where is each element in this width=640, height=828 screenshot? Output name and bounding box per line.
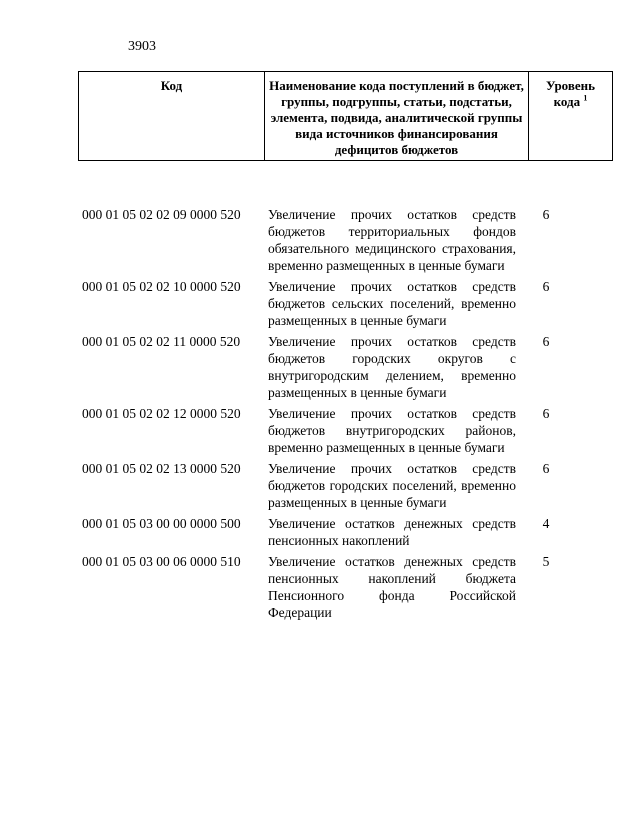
header-table xyxy=(78,71,613,161)
table-row xyxy=(82,553,572,621)
row-code: 000 01 05 02 02 12 0000 520 xyxy=(82,406,241,421)
classification-list xyxy=(82,206,572,625)
row-name: Увеличение прочих остатков средств бюджетов городских округов с внутригородским делением, временно размещенных в ценные бумаги xyxy=(268,334,516,400)
row-name: Увеличение остатков денежных средств пенсионных накоплений бюджета Пенсионного фонда Российской Федерации xyxy=(268,554,516,620)
header-code: Код xyxy=(79,72,265,161)
table-row xyxy=(82,278,572,329)
row-level: 5 xyxy=(542,554,550,569)
row-level: 4 xyxy=(542,516,550,531)
table-row xyxy=(82,405,572,456)
header-name: Наименование кода поступлений в бюджет, группы, подгруппы, статьи, подстатьи, элемента, подвида, аналитической группы вида источников финансирования дефицитов бюджетов xyxy=(265,72,529,161)
header-level-footnote: 1 xyxy=(583,93,588,103)
row-code: 000 01 05 02 02 11 0000 520 xyxy=(82,334,241,349)
row-name: Увеличение прочих остатков средств бюджетов городских поселений, временно размещенных в ценные бумаги xyxy=(268,461,516,510)
header-level-label: Уровень кода xyxy=(545,78,596,109)
row-code: 000 01 05 02 02 09 0000 520 xyxy=(82,207,241,222)
table-row xyxy=(82,460,572,511)
row-level: 6 xyxy=(542,406,550,421)
row-level: 6 xyxy=(542,279,550,294)
header-level xyxy=(529,72,613,161)
row-code: 000 01 05 03 00 00 0000 500 xyxy=(82,516,241,531)
table-row xyxy=(82,333,572,401)
row-code: 000 01 05 02 02 10 0000 520 xyxy=(82,279,241,294)
row-name: Увеличение прочих остатков средств бюджетов сельских поселений, временно размещенных в ценные бумаги xyxy=(268,279,516,328)
row-name: Увеличение прочих остатков средств бюджетов территориальных фондов обязательного медицинского страхования, временно размещенных в ценные бумаги xyxy=(268,207,516,273)
row-level: 6 xyxy=(542,207,550,222)
row-level: 6 xyxy=(542,334,550,349)
row-name: Увеличение прочих остатков средств бюджетов внутригородских районов, временно размещенных в ценные бумаги xyxy=(268,406,516,455)
table-row xyxy=(82,515,572,549)
row-code: 000 01 05 03 00 06 0000 510 xyxy=(82,554,241,569)
row-name: Увеличение остатков денежных средств пенсионных накоплений xyxy=(268,516,516,548)
row-code: 000 01 05 02 02 13 0000 520 xyxy=(82,461,241,476)
page-number: 3903 xyxy=(128,39,156,54)
table-row xyxy=(82,206,572,274)
header-row xyxy=(79,72,613,161)
row-level: 6 xyxy=(542,461,550,476)
